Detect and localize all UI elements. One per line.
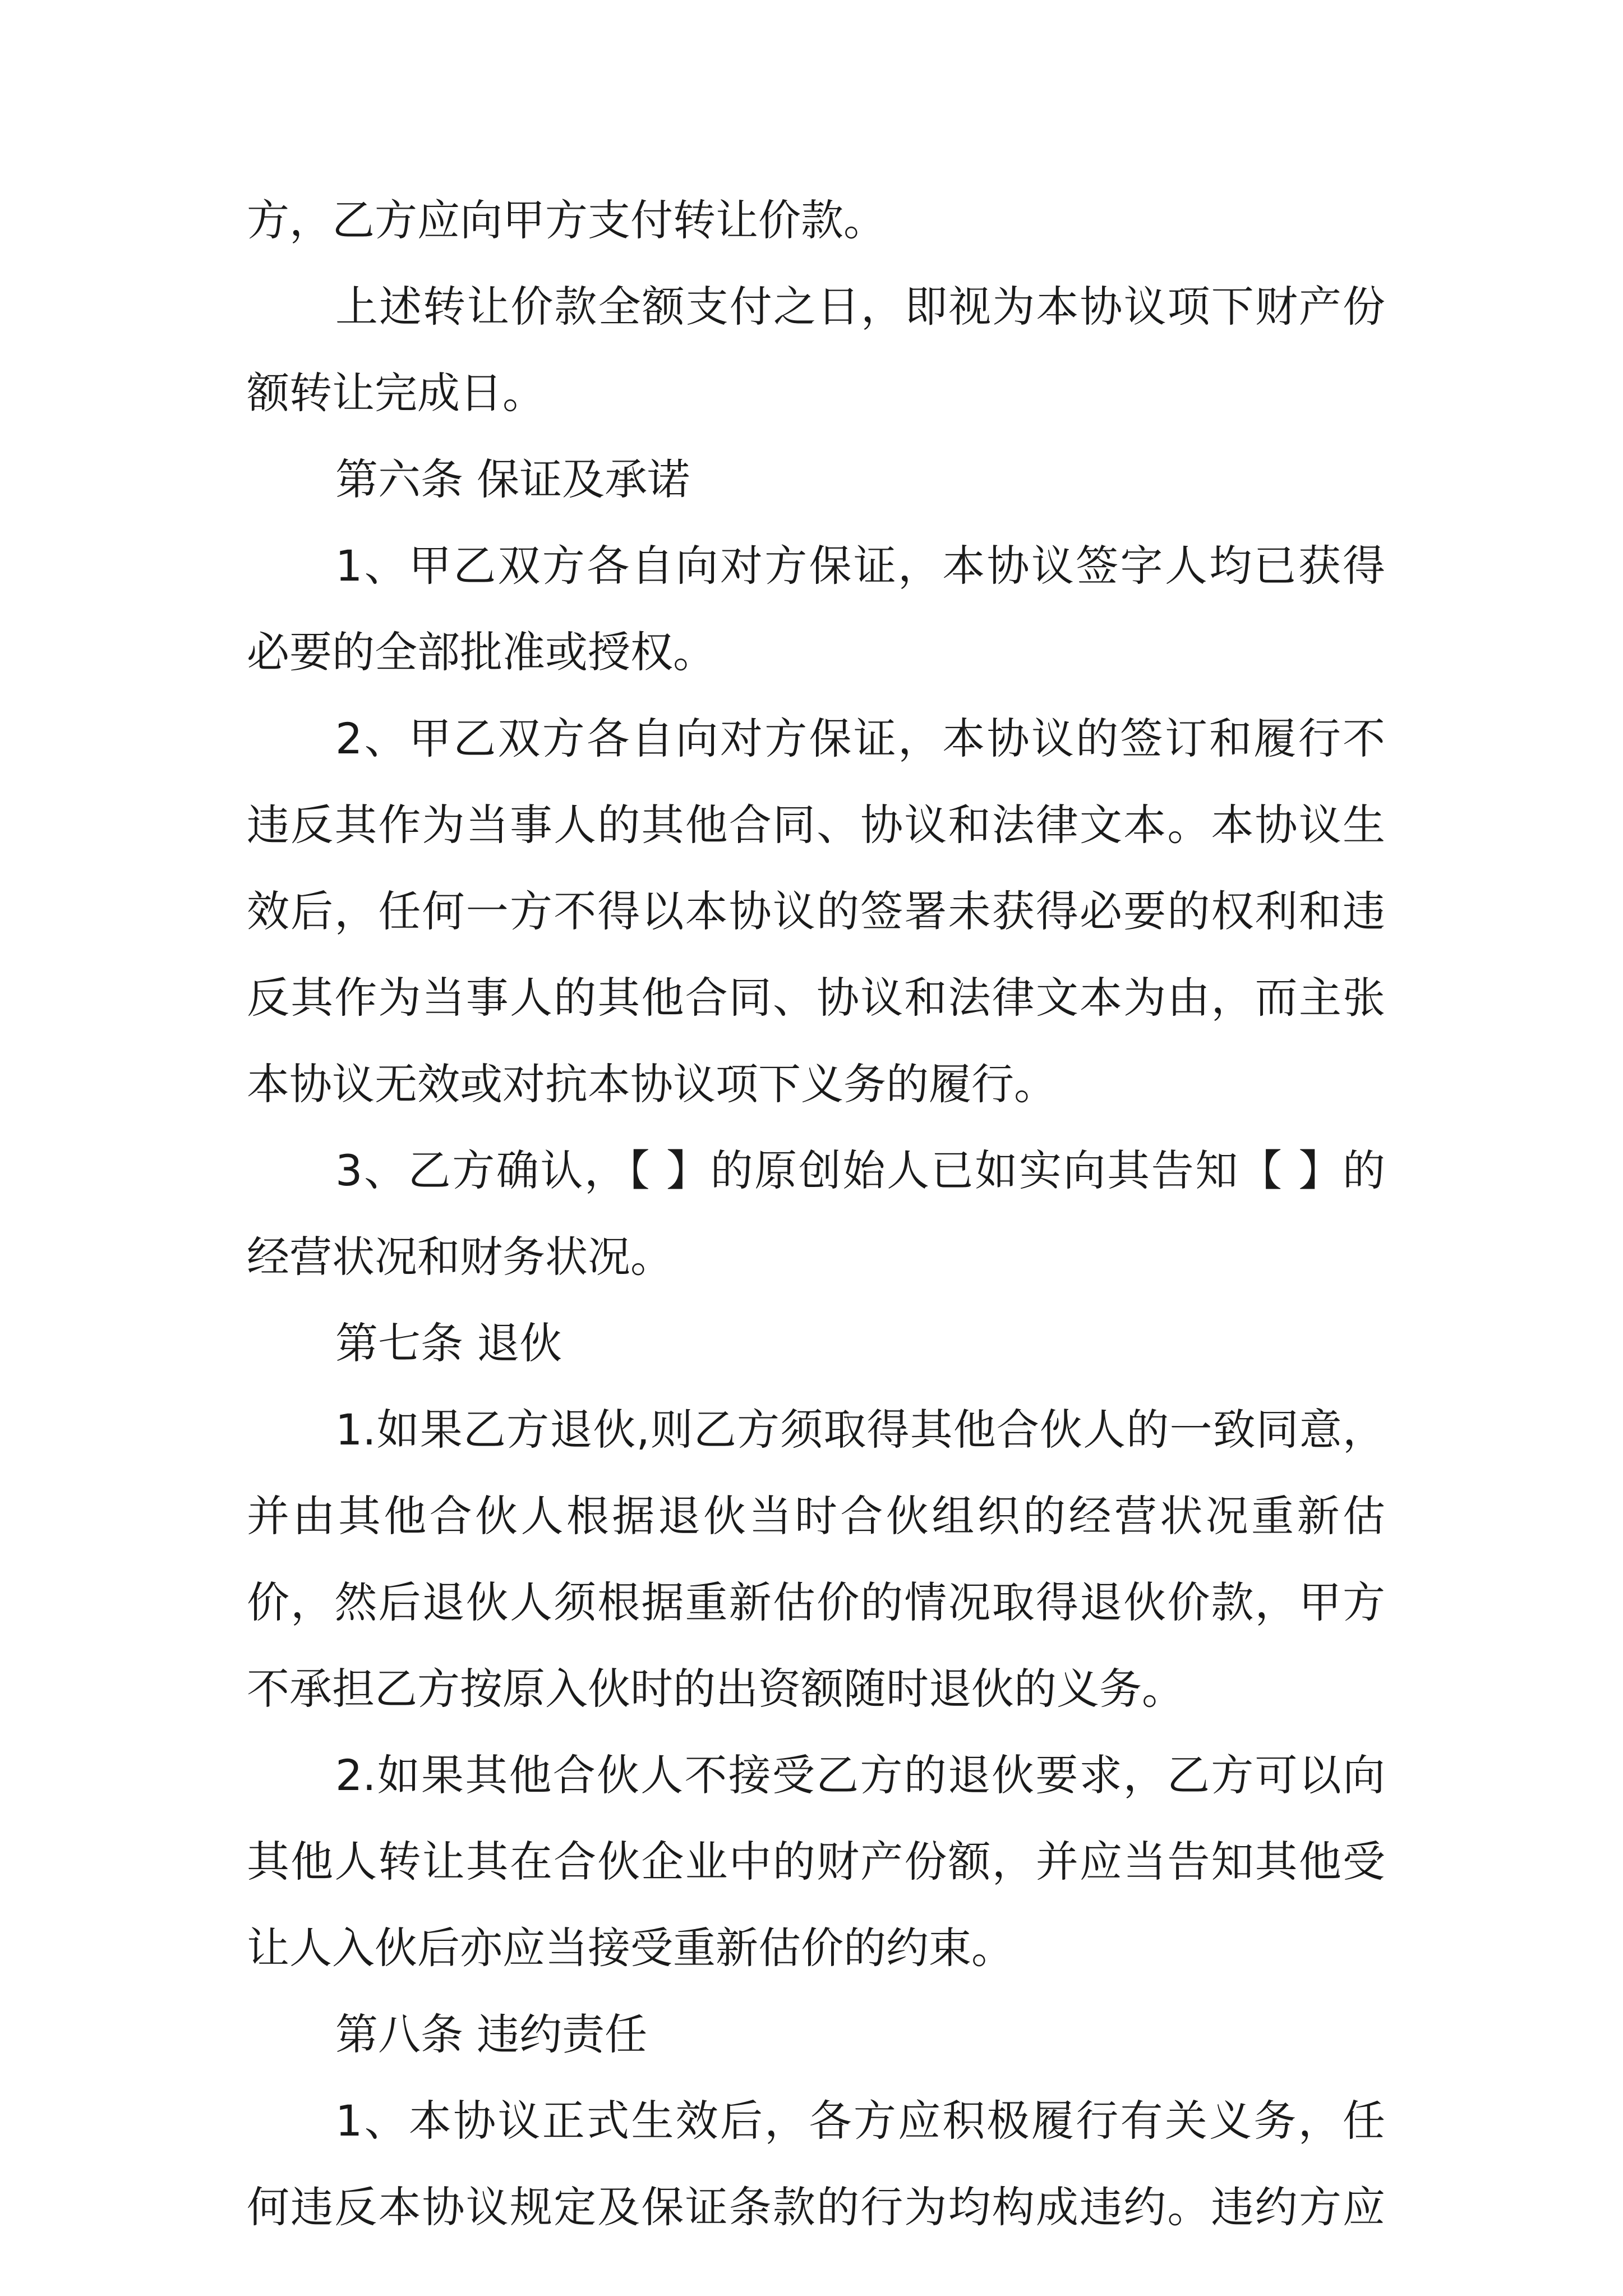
text-line: 上述转让价款全额支付之日，即视为本协议项下财产份 xyxy=(335,282,1385,332)
text-line: 2、甲乙双方各自向对方保证，本协议的签订和履行不 xyxy=(335,714,1385,763)
text-line: 价，然后退伙人须根据重新估价的情况取得退伙价款，甲方 xyxy=(247,1577,1385,1627)
text-line: 经营状况和财务状况。 xyxy=(247,1232,673,1282)
text-line: 反其作为当事人的其他合同、协议和法律文本为由，而主张 xyxy=(247,973,1385,1023)
text-line: 效后，任何一方不得以本协议的签署未获得必要的权利和违 xyxy=(247,886,1385,936)
document-page xyxy=(247,195,1385,2272)
text-line: 3、乙方确认，【 】的原创始人已如实向其告知【 】的 xyxy=(335,1145,1385,1195)
text-line: 本协议无效或对抗本协议项下义务的履行。 xyxy=(247,1059,1057,1109)
text-line: 2.如果其他合伙人不接受乙方的退伙要求，乙方可以向 xyxy=(335,1750,1385,1800)
document-body xyxy=(247,195,1385,2232)
text-line: 何违反本协议规定及保证条款的行为均构成违约。违约方应 xyxy=(247,2182,1385,2232)
text-line: 第七条 退伙 xyxy=(335,1318,562,1368)
text-line: 1、本协议正式生效后，各方应积极履行有关义务，任 xyxy=(335,2096,1385,2146)
text-line: 第八条 违约责任 xyxy=(335,2009,648,2059)
text-line: 违反其作为当事人的其他合同、协议和法律文本。本协议生 xyxy=(247,800,1385,850)
text-line: 其他人转让其在合伙企业中的财产份额，并应当告知其他受 xyxy=(247,1837,1385,1887)
text-line: 必要的全部批准或授权。 xyxy=(247,627,716,677)
text-line: 并由其他合伙人根据退伙当时合伙组织的经营状况重新估 xyxy=(247,1491,1385,1541)
text-line: 1.如果乙方退伙,则乙方须取得其他合伙人的一致同意， xyxy=(335,1405,1385,1455)
text-line: 方，乙方应向甲方支付转让价款。 xyxy=(247,195,886,245)
text-line: 1、甲乙双方各自向对方保证，本协议签字人均已获得 xyxy=(335,541,1385,591)
text-line: 不承担乙方按原入伙时的出资额随时退伙的义务。 xyxy=(247,1664,1184,1714)
text-line: 第六条 保证及承诺 xyxy=(335,454,690,504)
text-line: 额转让完成日。 xyxy=(247,368,545,418)
text-line: 让人入伙后亦应当接受重新估价的约束。 xyxy=(247,1923,1014,1973)
